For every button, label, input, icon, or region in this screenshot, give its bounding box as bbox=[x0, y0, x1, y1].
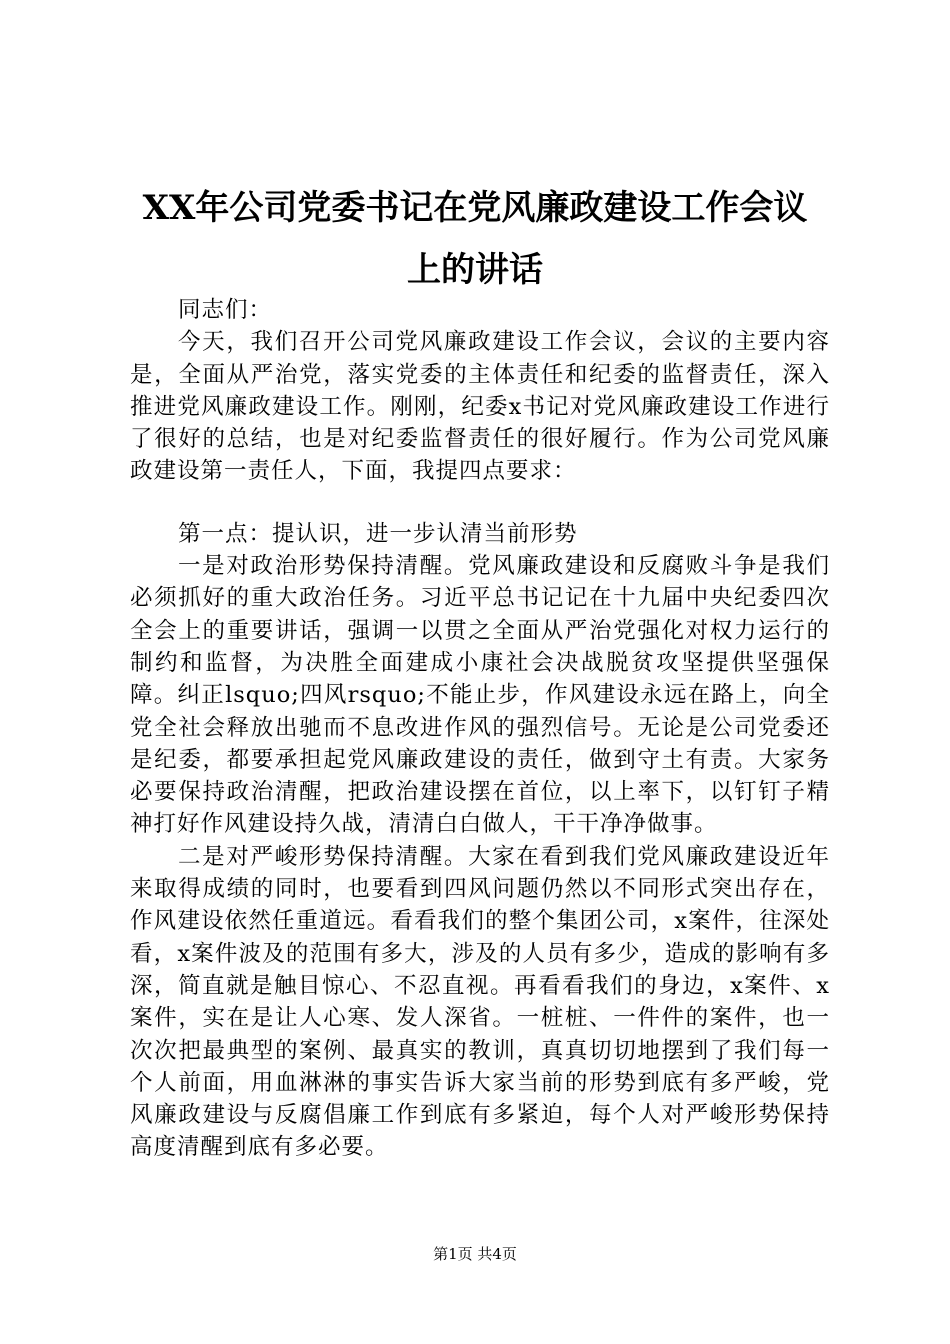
body-paragraph-2: 二是对严峻形势保持清醒。大家在看到我们党风廉政建设近年来取得成绩的同时，也要看到四风问题仍然以不同形式突出存在，作风建设依然任重道远。看看我们的整个集团公司，x案件，往深处看，x案件波及的范围有多大，涉及的人员有多少，造成的影响有多深，简直就是触目惊心、不忍直视。再看看我们的身边，x案件、x案件，实在是让人心寒、发人深省。一桩桩、一件件的案件，也一次次把最典型的案例、最真实的教训，真真切切地摆到了我们每一个人前面，用血淋淋的事实告诉大家当前的形势到底有多严峻，党风廉政建设与反腐倡廉工作到底有多紧迫，每个人对严峻形势保持高度清醒到底有多必要。 bbox=[130, 843, 830, 1161]
section-heading: 第一点：提认识，进一步认清当前形势 bbox=[178, 520, 578, 547]
document-body bbox=[130, 294, 830, 1164]
page-number-footer: 第1页 共4页 bbox=[433, 1245, 517, 1263]
intro-paragraph: 今天，我们召开公司党风廉政建设工作会议，会议的主要内容是，全面从严治党，落实党委的主体责任和纪委的监督责任，深入推进党风廉政建设工作。刚刚，纪委x书记对党风廉政建设工作进行了很好的总结，也是对纪委监督责任的很好履行。作为公司党风廉政建设第一责任人，下面，我提四点要求： bbox=[130, 329, 830, 485]
paragraph-spacer bbox=[130, 488, 830, 518]
body-paragraph-1: 一是对政治形势保持清醒。党风廉政建设和反腐败斗争是我们必须抓好的重大政治任务。习近平总书记记在十九届中央纪委四次全会上的重要讲话，强调一以贯之全面从严治党强化对权力运行的制约和监督，为决胜全面建成小康社会决战脱贫攻坚提供坚强保障。纠正lsquo;四风rsquo;不能止步，作风建设永远在路上，向全党全社会释放出驰而不息改进作风的强烈信号。无论是公司党委还是纪委，都要承担起党风廉政建设的责任，做到守土有责。大家务必要保持政治清醒，把政治建设摆在首位，以上率下，以钉钉子精神打好作风建设持久战，清清白白做人，干干净净做事。 bbox=[130, 553, 830, 838]
salutation: 同志们： bbox=[178, 297, 273, 323]
document-title-line1: XX年公司党委书记在党风廉政建设工作会议 bbox=[142, 188, 808, 228]
document-title-line2: 上的讲话 bbox=[407, 250, 543, 290]
